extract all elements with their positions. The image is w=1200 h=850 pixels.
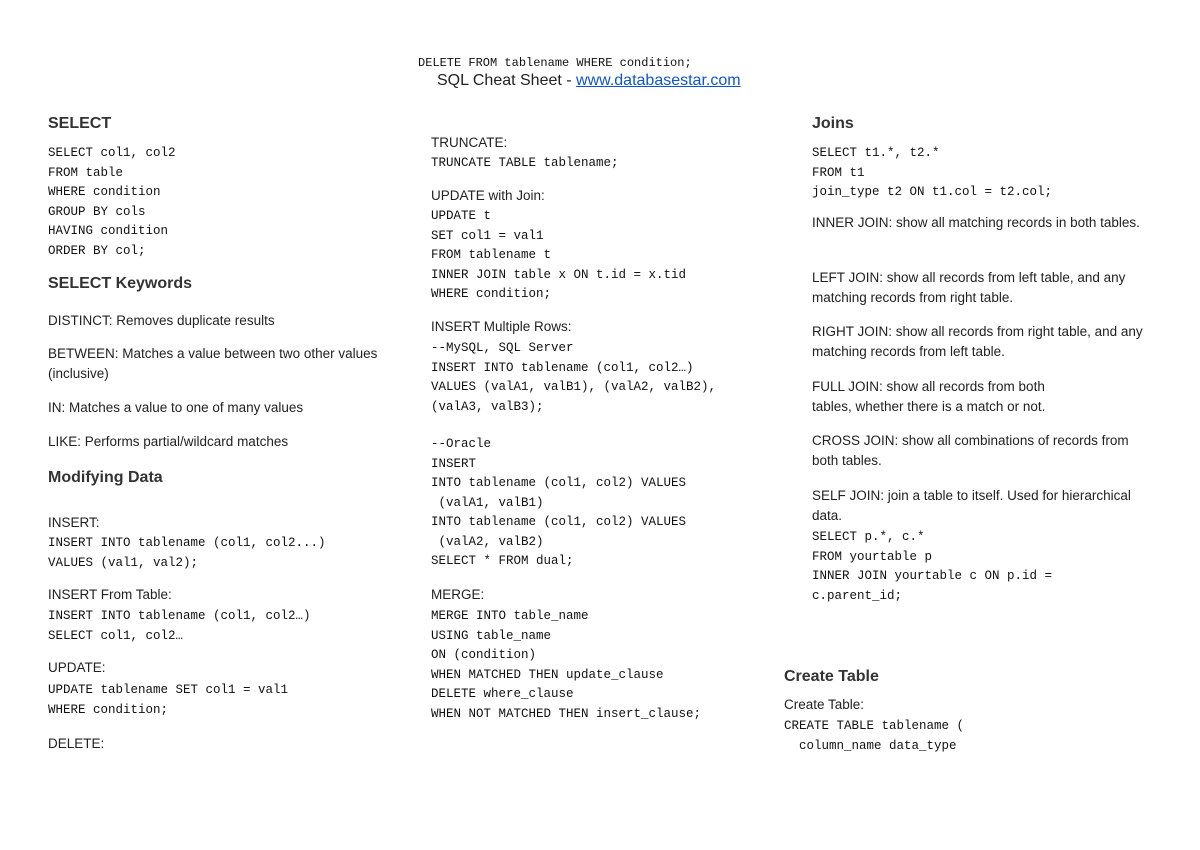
inner-join-text: INNER JOIN: show all matching records in both tables. — [812, 215, 1140, 230]
joins-code: SELECT t1.*, t2.* FROM t1 join_type t2 ON t1.col = t2.col; — [812, 146, 1053, 199]
update-join-label: UPDATE with Join: — [431, 188, 545, 203]
top-code-line: DELETE FROM tablename WHERE condition; — [418, 56, 692, 70]
page-title — [437, 72, 741, 90]
cross-join-text: CROSS JOIN: show all combinations of records from both tables. — [812, 433, 1129, 468]
select-code: SELECT col1, col2 FROM table WHERE condition GROUP BY cols HAVING condition ORDER BY col; — [48, 146, 176, 258]
self-join-text: SELF JOIN: join a table to itself. Used for hierarchical data. — [812, 488, 1131, 523]
self-join-code: SELECT p.*, c.* FROM yourtable p INNER JOIN yourtable c ON p.id = c.parent_id; — [812, 530, 1053, 603]
insert-multiple-label: INSERT Multiple Rows: — [431, 319, 572, 334]
website-link[interactable]: www.databasestar.com — [576, 72, 741, 89]
truncate-label: TRUNCATE: — [431, 135, 508, 150]
merge-label: MERGE: — [431, 587, 485, 602]
right-join-text: RIGHT JOIN: show all records from right table, and any matching records from left table. — [812, 324, 1143, 359]
insert-multiple-code: --MySQL, SQL Server INSERT INTO tablename (col1, col2…) VALUES (valA1, valB1), (valA2, valB2), (valA3, valB3); — [431, 341, 717, 414]
keyword-between: BETWEEN: Matches a value between two other values (inclusive) — [48, 346, 378, 381]
select-heading: SELECT — [48, 115, 112, 132]
delete-label: DELETE: — [48, 736, 105, 751]
insert-label: INSERT: — [48, 515, 100, 530]
merge-code: MERGE INTO table_name USING table_name ON (condition) WHEN MATCHED THEN update_clause DELETE where_clause WHEN NOT MATCHED THEN insert_clause; — [431, 609, 702, 721]
full-join-line-1: FULL JOIN: show all records from both — [812, 379, 1045, 394]
select-keywords-heading: SELECT Keywords — [48, 275, 193, 292]
insert-oracle-code: --Oracle INSERT INTO tablename (col1, col2) VALUES (valA1, valB1) INTO tablename (col1, col2) VALUES (valA2, valB2) SELECT * FROM dual; — [431, 437, 687, 568]
modifying-data-heading: Modifying Data — [48, 469, 163, 486]
insert-code: INSERT INTO tablename (col1, col2...) VALUES (val1, val2); — [48, 536, 326, 570]
left-join-text: LEFT JOIN: show all records from left table, and any matching records from right table. — [812, 270, 1126, 305]
create-table-heading: Create Table — [784, 668, 879, 685]
update-code: UPDATE tablename SET col1 = val1 WHERE condition; — [48, 683, 289, 717]
keyword-like: LIKE: Performs partial/wildcard matches — [48, 434, 289, 449]
keyword-distinct: DISTINCT: Removes duplicate results — [48, 313, 275, 328]
create-table-label: Create Table: — [784, 697, 865, 712]
full-join-line-2: tables, whether there is a match or not. — [812, 399, 1046, 414]
create-table-code: CREATE TABLE tablename ( column_name data_type — [784, 719, 965, 753]
truncate-code: TRUNCATE TABLE tablename; — [431, 156, 619, 170]
page-title-prefix: SQL Cheat Sheet - — [437, 72, 577, 89]
update-join-code: UPDATE t SET col1 = val1 FROM tablename t INNER JOIN table x ON t.id = x.tid WHERE condition; — [431, 209, 687, 301]
insert-from-table-code: INSERT INTO tablename (col1, col2…) SELECT col1, col2… — [48, 609, 311, 643]
keyword-in: IN: Matches a value to one of many values — [48, 400, 304, 415]
full-join-text — [812, 377, 1152, 417]
update-label: UPDATE: — [48, 660, 106, 675]
insert-from-table-label: INSERT From Table: — [48, 587, 172, 602]
joins-heading: Joins — [812, 115, 854, 132]
